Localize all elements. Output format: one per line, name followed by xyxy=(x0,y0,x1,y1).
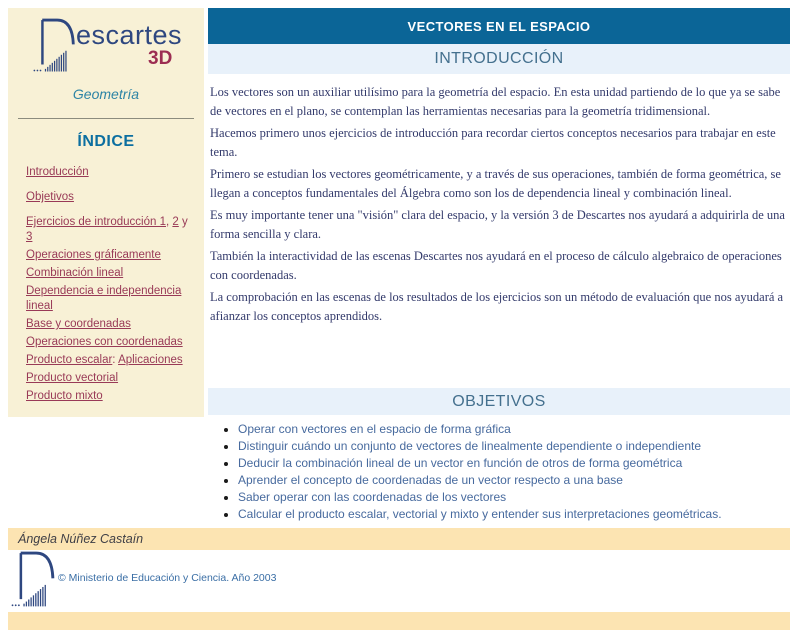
link-separator: : xyxy=(112,354,119,366)
intro-paragraph: Primero se estudian los vectores geométricamente, y a través de sus operaciones, también de forma geométrica, se llegan a conceptos fundamentales del Álgebra como son los de dependencia lineal y combinación lineal. xyxy=(210,167,781,200)
author-band xyxy=(8,528,790,550)
sidebar-link-combinacion-lineal[interactable]: Combinación lineal xyxy=(26,267,124,279)
objectives-list xyxy=(208,422,790,522)
sidebar-link-dependencia[interactable]: Dependencia e independencia lineal xyxy=(26,285,182,312)
sidebar-link-aplicaciones[interactable]: Aplicaciones xyxy=(118,354,183,366)
sidebar-item-operaciones-graficamente xyxy=(18,248,194,263)
sidebar-item-operaciones-coordenadas xyxy=(18,335,194,350)
sidebar-item-producto-vectorial xyxy=(18,371,194,386)
sidebar-link-operaciones-graficamente[interactable]: Operaciones gráficamente xyxy=(26,249,161,261)
intro-paragraph: Hacemos primero unos ejercicios de introducción para recordar ciertos conceptos necesarios para trabajar en este tema. xyxy=(210,126,776,159)
author-name: Ángela Núñez Castaín xyxy=(18,532,144,546)
sidebar-link-operaciones-coordenadas[interactable]: Operaciones con coordenadas xyxy=(26,336,183,348)
sidebar-link-objetivos[interactable]: Objetivos xyxy=(26,191,74,203)
sidebar-divider xyxy=(18,118,194,119)
sidebar-item-dependencia xyxy=(18,284,194,314)
introduccion-text xyxy=(208,74,790,326)
page-title: VECTORES EN EL ESPACIO xyxy=(407,18,591,34)
index-title: ÍNDICE xyxy=(77,133,135,150)
sidebar-item-producto-escalar xyxy=(18,353,194,368)
sidebar-link-introduccion[interactable]: Introducción xyxy=(26,166,89,178)
descartes-3d-label: 3D xyxy=(148,48,173,69)
sidebar-item-objetivos xyxy=(18,190,194,205)
sidebar-link-ejercicios-3[interactable]: 3 xyxy=(26,231,33,243)
index-nav xyxy=(18,165,194,404)
sidebar-link-producto-vectorial[interactable]: Producto vectorial xyxy=(26,372,119,384)
sidebar-item-base-coordenadas xyxy=(18,317,194,332)
objective-item: • Aprender el concepto de coordenadas de un vector respecto a una base xyxy=(238,473,790,488)
objective-item: • Distinguir cuándo un conjunto de vectores de linealmente dependiente o independiente xyxy=(238,439,790,454)
sidebar xyxy=(8,8,204,417)
objective-item: • Operar con vectores en el espacio de forma gráfica xyxy=(238,422,790,437)
sidebar-item-ejercicios xyxy=(18,215,194,245)
intro-paragraph: Los vectores son un auxiliar utilísimo para la geometría del espacio. En esta unidad partiendo de lo que ya se sabe de vectores en el plano, se contemplan las herramientas necesarias para la geometría tridimensional. xyxy=(210,85,781,118)
page-title-bar xyxy=(208,8,790,44)
introduccion-heading: INTRODUCCIÓN xyxy=(434,50,564,67)
objective-item: • Deducir la combinación lineal de un vector en función de otros de forma geométrica xyxy=(238,456,790,471)
link-separator: y xyxy=(178,216,188,228)
sidebar-link-ejercicios-2[interactable]: 2 xyxy=(172,216,179,228)
intro-paragraph: Es muy importante tener una "visión" clara del espacio, y la versión 3 de Descartes nos ayudará a adquirirla de una forma sencilla y clara. xyxy=(210,208,785,241)
sidebar-link-ejercicios-1[interactable]: Ejercicios de introducción 1 xyxy=(26,216,166,228)
objective-item: • Calcular el producto escalar, vectorial y mixto y entender sus interpretaciones geométricas. xyxy=(238,507,790,522)
subject-title: Geometría xyxy=(72,86,140,102)
copyright-text: © Ministerio de Educación y Ciencia. Año 2003 xyxy=(58,572,277,584)
descartes-logo xyxy=(18,16,194,78)
link-separator: , xyxy=(166,216,173,228)
descartes-wordmark: escartes xyxy=(76,20,183,50)
section-header-introduccion xyxy=(208,44,790,74)
page xyxy=(8,8,790,630)
intro-paragraph: La comprobación en las escenas de los resultados de los ejercicios son un método de evaluación que nos ayudará a afianzar los conceptos aprendidos. xyxy=(210,290,784,323)
sidebar-item-producto-mixto xyxy=(18,389,194,404)
intro-paragraph: También la interactividad de las escenas Descartes nos ayudará en el proceso de cálculo algebraico de operaciones con coordenadas. xyxy=(210,249,782,282)
sidebar-item-introduccion xyxy=(18,165,194,180)
footer xyxy=(8,550,790,612)
section-header-objetivos xyxy=(208,388,790,415)
sidebar-link-producto-escalar[interactable]: Producto escalar xyxy=(26,354,113,366)
sidebar-item-combinacion-lineal xyxy=(18,266,194,281)
sidebar-link-base-coordenadas[interactable]: Base y coordenadas xyxy=(26,318,131,330)
bottom-band xyxy=(8,612,790,630)
top-row xyxy=(8,8,790,524)
objetivos-heading: OBJETIVOS xyxy=(452,392,546,410)
objective-item: • Saber operar con las coordenadas de los vectores xyxy=(238,490,790,505)
sidebar-link-producto-mixto[interactable]: Producto mixto xyxy=(26,390,103,402)
main-content xyxy=(208,8,790,524)
